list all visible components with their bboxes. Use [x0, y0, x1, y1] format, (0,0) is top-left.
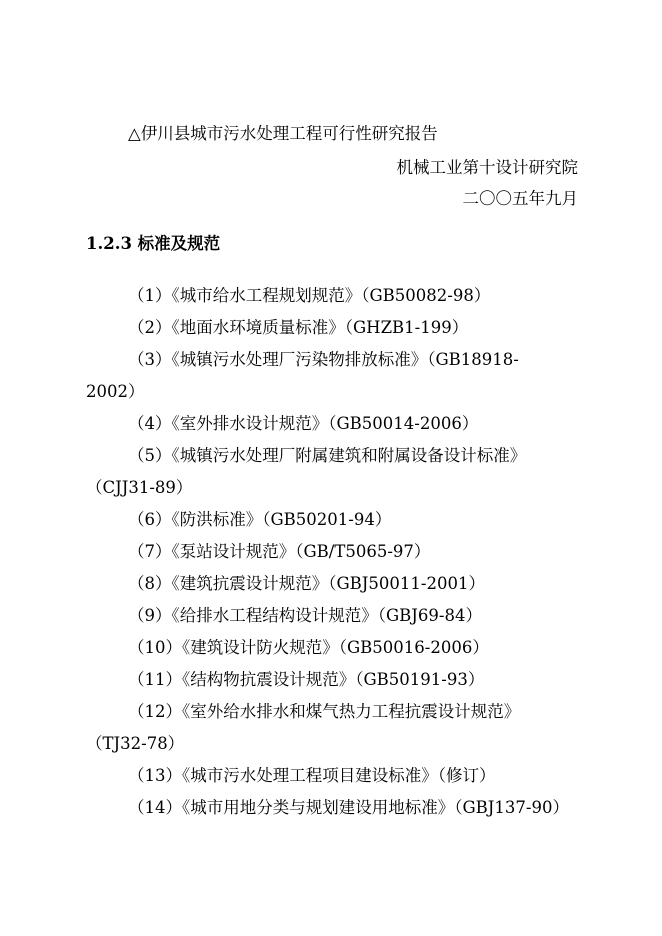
- item-number: （4）: [128, 414, 172, 433]
- item-name: 《防洪标准》: [171, 510, 263, 529]
- report-date: 二〇〇五年九月: [462, 189, 578, 208]
- item-name: 《建筑设计防火规范》: [182, 638, 339, 657]
- item-number: （2）: [128, 318, 172, 337]
- item-number: （3）: [128, 350, 172, 369]
- standard-item-13: [128, 766, 496, 786]
- standard-item-1: [128, 286, 490, 306]
- standard-item-7: [128, 542, 430, 562]
- item-name: 《城市用地分类与规划建设用地标准》: [182, 798, 455, 817]
- item-code: （GB50082-98）: [361, 286, 491, 305]
- item-code: （GB50016-2006）: [338, 638, 489, 657]
- item-number: （11）: [128, 670, 182, 689]
- item-number: （8）: [128, 574, 172, 593]
- item-code: （GBJ50011-2001）: [328, 574, 485, 593]
- standard-item-6: [128, 510, 391, 530]
- standard-item-14: [128, 798, 569, 818]
- item-number: （1）: [128, 286, 172, 305]
- standard-item-9: [128, 606, 482, 626]
- item-number: （7）: [128, 542, 172, 561]
- item-number: （13）: [128, 766, 182, 785]
- standard-item-8: [128, 574, 485, 594]
- item-name: 《泵站设计规范》: [171, 542, 296, 561]
- item-name: 《地面水环境质量标准》: [171, 318, 345, 337]
- item-name: 《建筑抗震设计规范》: [171, 574, 329, 593]
- item-number: （10）: [128, 638, 182, 657]
- item-name: 《给排水工程结构设计规范》: [171, 606, 378, 625]
- item-code: （GBJ69-84）: [377, 606, 482, 625]
- item-code: （GB50014-2006）: [328, 414, 479, 433]
- standard-item-5: [128, 446, 526, 466]
- item-number: （6）: [128, 510, 172, 529]
- item-name: 《城镇污水处理厂污染物排放标准》: [171, 350, 428, 369]
- item-name: 《城市给水工程规划规范》: [171, 286, 362, 305]
- organization-name: 机械工业第十设计研究院: [396, 158, 578, 177]
- section-heading: 1.2.3 标准及规范: [86, 234, 221, 253]
- standard-item-10: [128, 638, 489, 658]
- item-number: （12）: [128, 702, 182, 721]
- item-name: 《室外给水排水和煤气热力工程抗震设计规范》: [182, 702, 521, 721]
- item-code: （GB50201-94）: [262, 510, 392, 529]
- item-name: 《结构物抗震设计规范》: [182, 670, 356, 689]
- standard-item-11: [128, 670, 484, 690]
- standard-item-2: [128, 318, 468, 338]
- item-name: 《城市污水处理工程项目建设标准》: [182, 766, 438, 785]
- item-code: （GHZB1-199）: [344, 318, 469, 337]
- item-code: （GB50191-93）: [355, 670, 485, 689]
- item-number: （5）: [128, 446, 172, 465]
- item-name: 《室外排水设计规范》: [171, 414, 329, 433]
- item-code: （GB18918-: [427, 350, 519, 369]
- standard-item-3-continued: 2002）: [86, 382, 145, 401]
- standard-item-3: [128, 350, 519, 370]
- standard-item-12-continued: （TJ32-78）: [86, 734, 185, 753]
- item-number: （14）: [128, 798, 182, 817]
- standard-item-12: [128, 702, 520, 722]
- item-code: （修订）: [437, 766, 496, 785]
- item-number: （9）: [128, 606, 172, 625]
- report-title: △伊川县城市污水处理工程可行性研究报告: [128, 124, 438, 143]
- item-code: （GBJ137-90）: [454, 798, 569, 817]
- standard-item-4: [128, 414, 478, 434]
- item-name: 《城镇污水处理厂附属建筑和附属设备设计标准》: [171, 446, 527, 465]
- item-code: （GB/T5065-97）: [295, 542, 431, 561]
- standard-item-5-continued: （CJJ31-89）: [86, 478, 193, 497]
